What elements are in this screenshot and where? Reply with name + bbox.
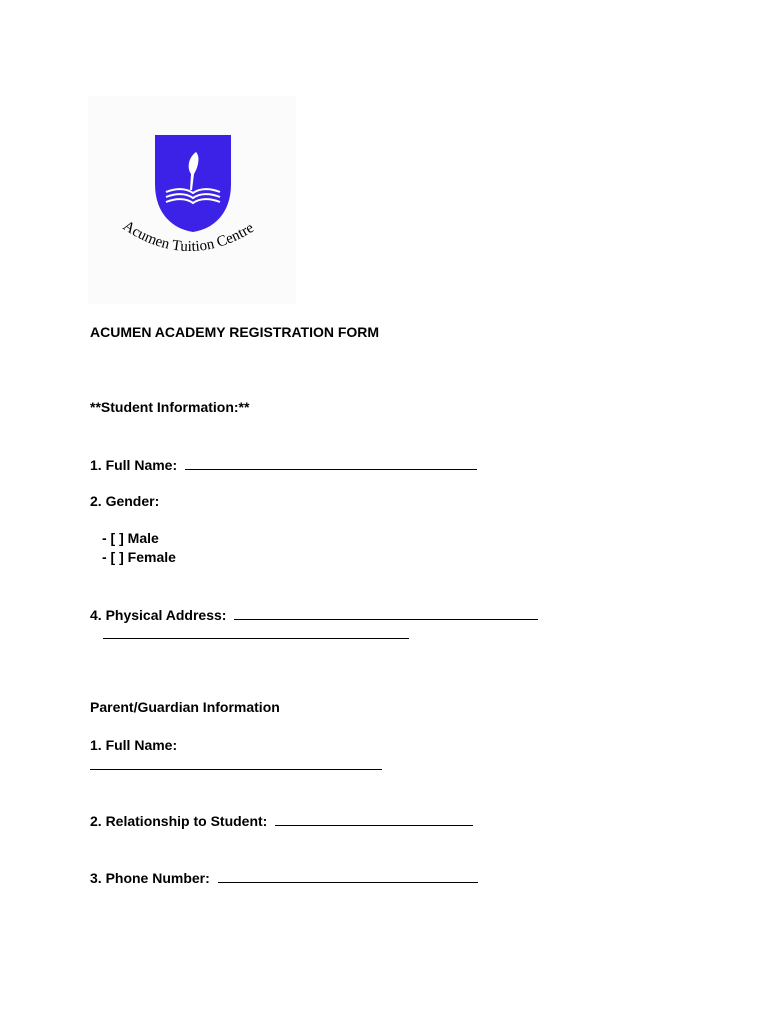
gender-label: 2. Gender:	[90, 493, 160, 509]
phone-number-row	[90, 869, 478, 887]
shield-icon	[155, 135, 231, 232]
form-title: ACUMEN ACADEMY REGISTRATION FORM	[90, 324, 380, 340]
physical-address-label: 4. Physical Address:	[90, 607, 227, 623]
physical-address-row	[90, 606, 538, 624]
gender-option-female[interactable]: - [ ] Female	[102, 549, 176, 565]
phone-number-label: 3. Phone Number:	[90, 870, 210, 886]
student-full-name-row	[90, 456, 477, 474]
guardian-full-name-field[interactable]	[90, 769, 382, 770]
relationship-row	[90, 812, 473, 830]
physical-address-field-2[interactable]	[103, 638, 409, 639]
student-full-name-field[interactable]	[185, 456, 477, 470]
guardian-full-name-label: 1. Full Name:	[90, 737, 178, 753]
student-section-heading: **Student Information:**	[90, 399, 250, 415]
relationship-label: 2. Relationship to Student:	[90, 813, 268, 829]
logo-caption: Acumen Tuition Centre	[119, 218, 257, 256]
physical-address-field-1[interactable]	[234, 606, 538, 620]
guardian-section-heading: Parent/Guardian Information	[90, 699, 280, 715]
student-full-name-label: 1. Full Name:	[90, 457, 178, 473]
phone-number-field[interactable]	[218, 869, 478, 883]
gender-option-male[interactable]: - [ ] Male	[102, 530, 159, 546]
relationship-field[interactable]	[275, 812, 473, 826]
school-logo	[88, 96, 296, 304]
